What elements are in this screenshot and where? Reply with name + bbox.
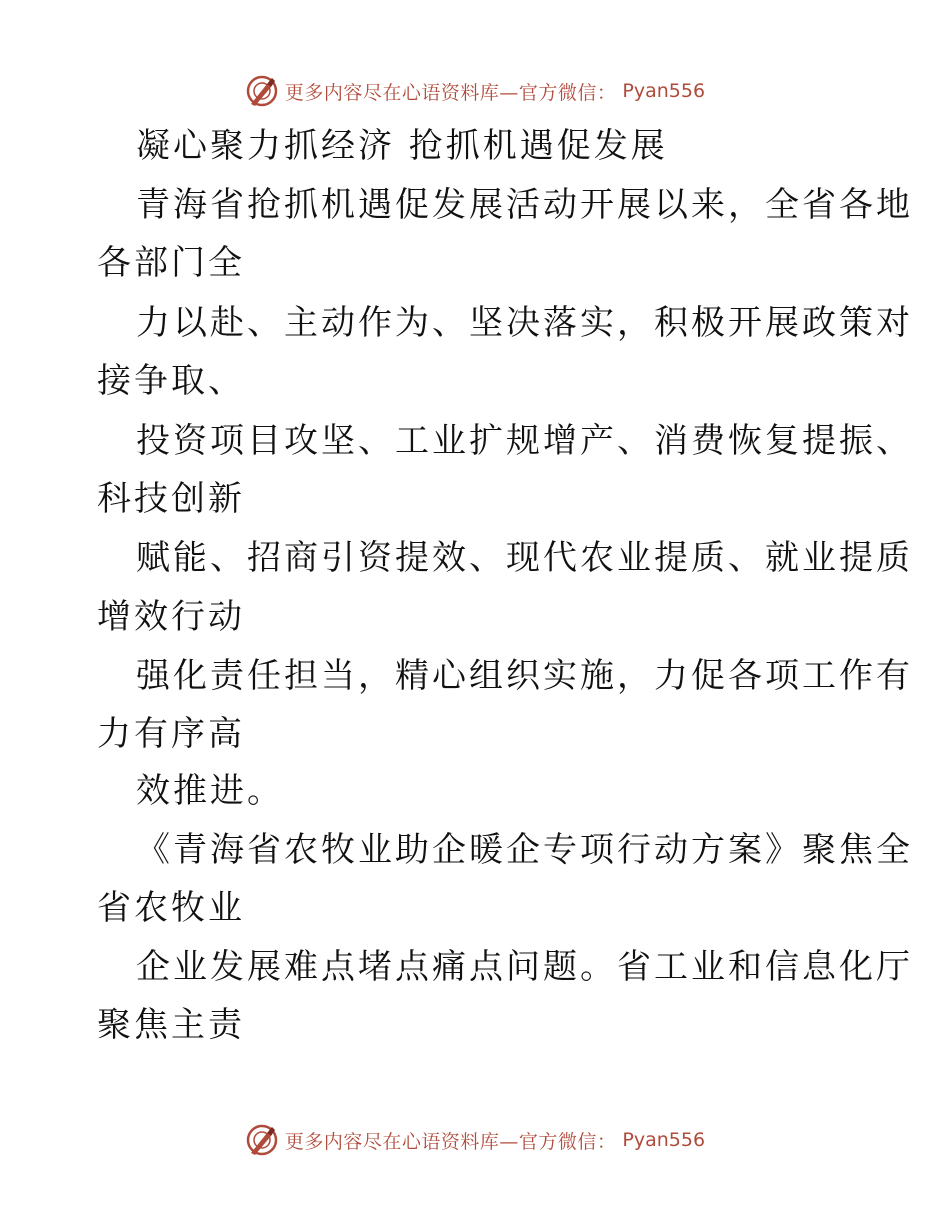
watermark-footer [0,1120,950,1160]
text-line: 强化责任担当，精心组织实施，力促各项工作有 [136,656,913,696]
text-line: 力有序高 [97,714,245,754]
text-line: 接争取、 [97,361,245,401]
text-line: 青海省抢抓机遇促发展活动开展以来，全省各地 [136,185,913,225]
watermark-account: Pyan556 [622,1129,706,1151]
text-line: 企业发展难点堵点痛点问题。省工业和信息化厅 [136,947,913,987]
text-line: 效推进。 [136,771,284,811]
text-line: 聚焦主责 [97,1005,245,1045]
text-line: 投资项目攻坚、工业扩规增产、消费恢复提振、 [136,421,913,461]
text-line: 《青海省农牧业助企暖企专项行动方案》聚焦全 [136,830,913,870]
text-line: 力以赴、主动作为、坚决落实，积极开展政策对 [136,303,913,343]
watermark-text: 更多内容尽在心语资料库—官方微信： [284,81,617,104]
text-line: 省农牧业 [97,888,245,928]
document-title: 凝心聚力抓经济 抢抓机遇促发展 [136,126,668,166]
watermark-text: 更多内容尽在心语资料库—官方微信： [284,1130,617,1153]
text-line: 各部门全 [97,243,245,283]
text-line: 赋能、招商引资提效、现代农业提质、就业提质 [136,538,913,578]
pen-logo-icon [245,74,279,108]
text-line: 科技创新 [97,479,245,519]
watermark-account: Pyan556 [622,80,706,102]
watermark-header [0,71,950,111]
text-line: 增效行动 [97,597,245,637]
pen-logo-icon [245,1123,279,1157]
